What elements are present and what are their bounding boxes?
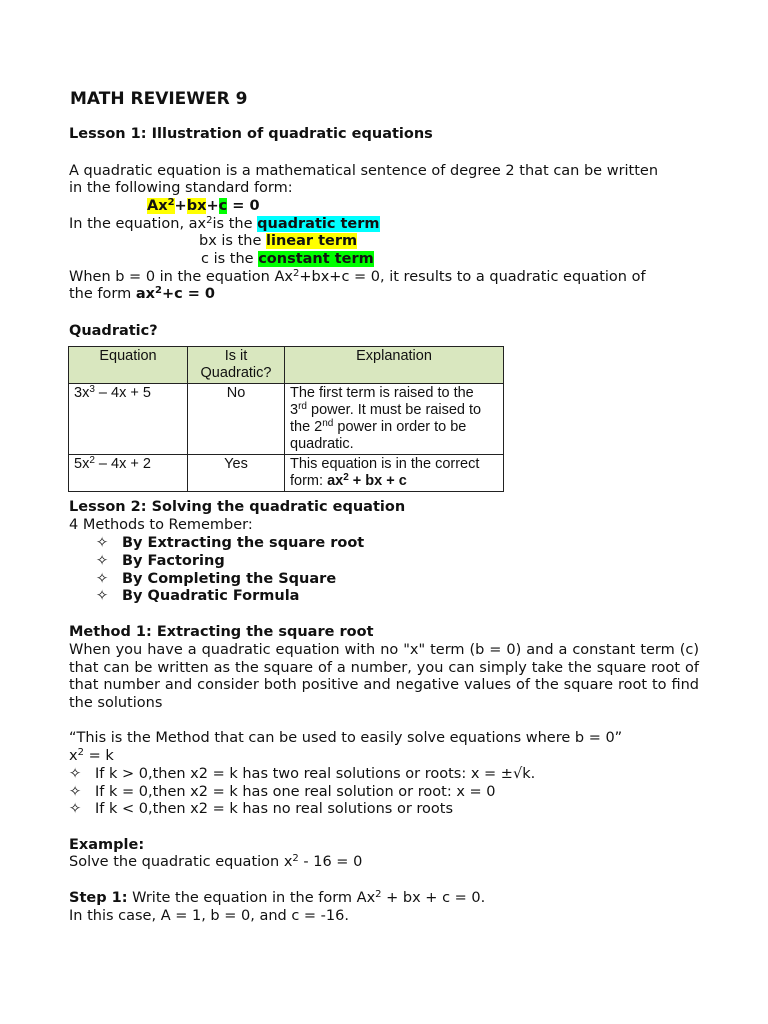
x-squared-equals-k: $x^2 = k$: [69, 747, 114, 764]
linear-term-line: bx is the linear term: [199, 233, 358, 249]
example-heading: Example:: [69, 837, 145, 853]
list-item: ✧ By Factoring: [96, 553, 225, 569]
list-item: ✧ By Completing the Square: [96, 571, 337, 587]
example-problem: Solve the quadratic equation $x^2 - 16 = 0$: [69, 853, 363, 870]
diamond-bullet-icon: ✧: [96, 571, 109, 587]
lesson1-intro-line1: A quadratic equation is a mathematical sentence of degree 2 that can be written: [69, 163, 659, 179]
when-b-zero-line2: the form $ax^2+c = 0$: [69, 285, 216, 302]
table-row: [69, 384, 504, 455]
method1-paragraph: When you have a quadratic equation with no "x" term (b = 0) and a constant term (c) that can be written as the square of a number, you can simply take the square root of that number and consider both positive and negative values of the square root to find the solutions: [69, 642, 699, 711]
diamond-bullet-icon: ✧: [69, 784, 82, 800]
header-explanation: Explanation: [285, 347, 504, 384]
diamond-bullet-icon: ✧: [69, 801, 82, 817]
row2-quadratic: Yes: [188, 455, 285, 492]
method1-heading: Method 1: Extracting the square root: [69, 624, 374, 640]
page-title: MATH REVIEWER 9: [70, 89, 248, 109]
std-b-term: bx: [186, 198, 207, 214]
lesson1-heading: Lesson 1: Illustration of quadratic equations: [69, 126, 433, 142]
header-is-quadratic: Is it Quadratic?: [188, 347, 285, 384]
linear-term-highlight: linear term: [266, 233, 358, 249]
list-item: ✧ If k > 0,then x2 = k has two real solutions or roots: x = ±√k.: [69, 766, 536, 782]
diamond-bullet-icon: ✧: [96, 553, 109, 569]
header-equation: Equation: [69, 347, 188, 384]
quadratic-term-line: In the equation, $ax^2is$ the quadratic term: [69, 215, 380, 232]
list-item: ✧ If k = 0,then x2 = k has one real solution or root: x = 0: [69, 784, 496, 800]
constant-term-highlight: constant term: [258, 251, 374, 267]
std-c-term: c: [218, 198, 228, 214]
quadratic-heading: Quadratic?: [69, 323, 158, 339]
step1-line2: In this case, A = 1, b = 0, and c = -16.: [69, 908, 349, 924]
row1-equation: $3x^3 - 4x + 5$: [69, 384, 188, 455]
diamond-bullet-icon: ✧: [96, 535, 109, 551]
table-header-row: [69, 347, 504, 384]
step1-label: Step 1:: [69, 890, 128, 906]
lesson2-heading: Lesson 2: Solving the quadratic equation: [69, 499, 406, 515]
diamond-bullet-icon: ✧: [69, 766, 82, 782]
row2-equation: $5x^2 - 4x + 2$: [69, 455, 188, 492]
quadratic-table: [68, 346, 504, 492]
list-item: ✧ By Quadratic Formula: [96, 588, 300, 604]
when-b-zero-line1: When b = 0 in the equation $Ax^2+bx+c = 0$, it results to a quadratic equation of: [69, 268, 646, 285]
lesson1-intro-line2: in the following standard form:: [69, 180, 293, 196]
row2-explanation: This equation is in the correct form: $ax^2$ + bx + c: [285, 455, 504, 492]
list-item: ✧ By Extracting the square root: [96, 535, 365, 551]
diamond-bullet-icon: ✧: [96, 588, 109, 604]
row1-quadratic: No: [188, 384, 285, 455]
methods-intro: 4 Methods to Remember:: [69, 517, 253, 533]
step1-line1: Step 1: Write the equation in the form $Ax^2$ + bx + c = 0.: [69, 889, 486, 906]
row1-explanation: The first term is raised to the 3rd power. It must be raised to the 2nd power in order to be quadratic.: [285, 384, 504, 455]
list-item: ✧ If k < 0,then x2 = k has no real solutions or roots: [69, 801, 454, 817]
table-row: [69, 455, 504, 492]
std-a-term: Ax$^2$: [147, 197, 175, 214]
constant-term-line: c is the constant term: [201, 251, 374, 267]
method1-quote: “This is the Method that can be used to easily solve equations where b = 0”: [69, 730, 623, 746]
quadratic-term-highlight: quadratic term: [257, 216, 380, 232]
standard-form-equation: $Ax^2+bx+c = 0$: [147, 197, 260, 214]
